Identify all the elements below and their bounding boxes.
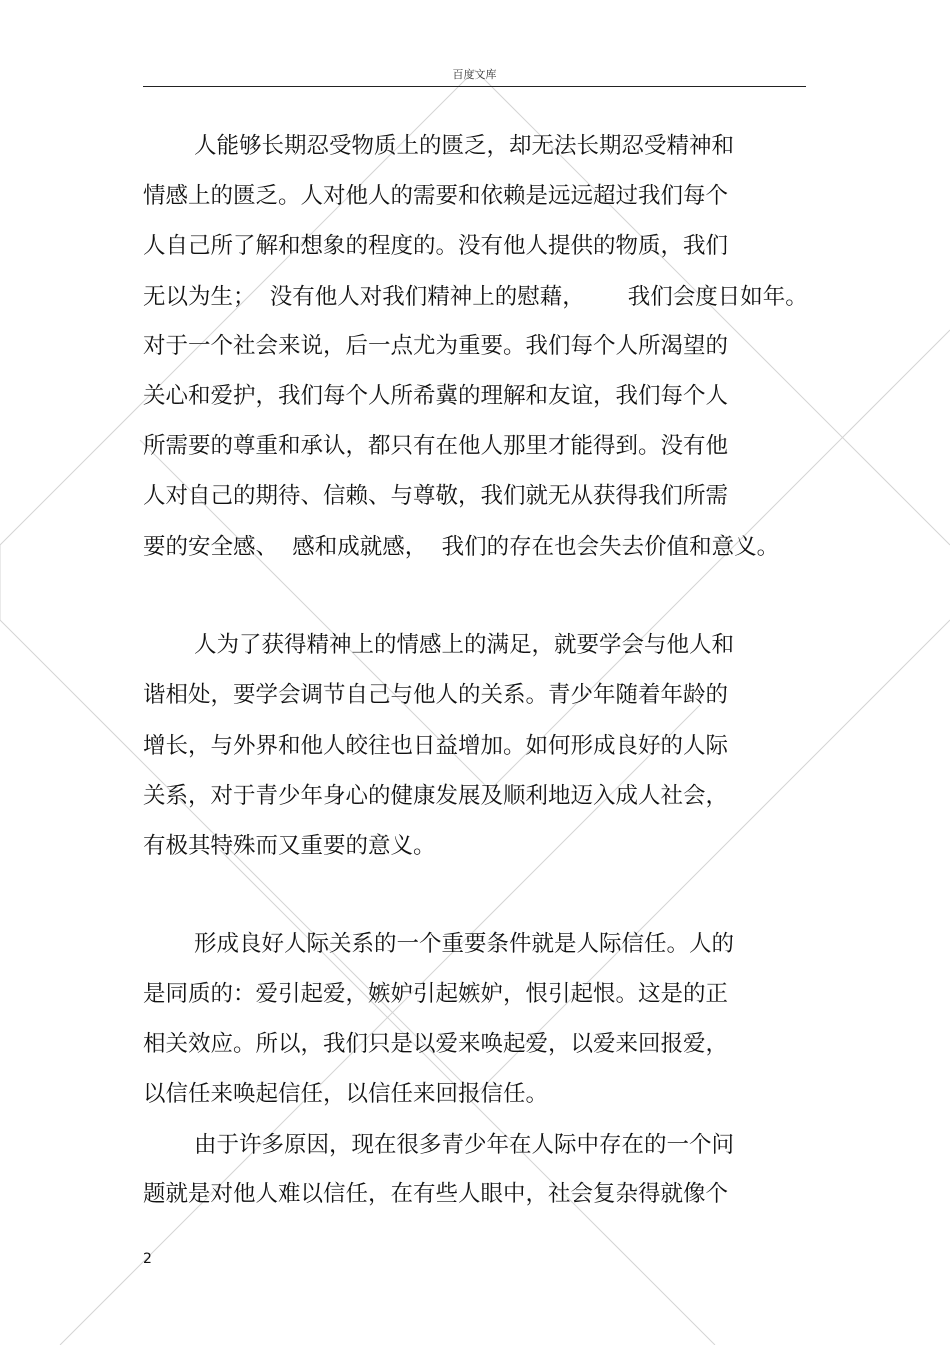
header-title: 百度文库 — [452, 68, 497, 81]
paragraph-line: 是同质的：爱引起爱，嫉妒引起嫉妒，恨引起恨。这是的正 — [143, 981, 729, 1007]
paragraph-line: 关系，对于青少年身心的健康发展及顺利地迈入成人社会， — [143, 783, 729, 809]
paragraph-line: 增长，与外界和他人皎往也日益增加。如何形成良好的人际 — [143, 733, 729, 759]
paragraph-line: 无以为生； 没有他人对我们精神上的慰藉， 我们会度日如年。 — [143, 284, 808, 310]
paragraph-line: 人对自己的期待、信赖、与尊敬，我们就无从获得我们所需 — [143, 483, 729, 509]
page-number: 2 — [143, 1251, 152, 1267]
paragraph-line: 由于许多原因，现在很多青少年在人际中存在的一个问 — [194, 1132, 735, 1158]
paragraph-line: 相关效应。所以，我们只是以爱来唤起爱，以爱来回报爱， — [143, 1031, 729, 1057]
paragraph-line: 形成良好人际关系的一个重要条件就是人际信任。人的 — [194, 931, 735, 957]
paragraph-line: 对于一个社会来说，后一点尤为重要。我们每个人所渴望的 — [143, 333, 729, 359]
paragraph-line: 谐相处，要学会调节自己与他人的关系。青少年随着年龄的 — [143, 682, 729, 708]
paragraph-line: 人能够长期忍受物质上的匮乏，却无法长期忍受精神和 — [194, 133, 735, 159]
paragraph-line: 题就是对他人难以信任，在有些人眼中，社会复杂得就像个 — [143, 1181, 729, 1207]
paragraph-line: 所需要的尊重和承认，都只有在他人那里才能得到。没有他 — [143, 433, 729, 459]
paragraph-line: 人自己所了解和想象的程度的。没有他人提供的物质，我们 — [143, 233, 729, 259]
paragraph-line: 要的安全感、 感和成就感， 我们的存在也会失去价值和意义。 — [143, 534, 780, 560]
header-divider — [143, 86, 806, 87]
paragraph-line: 以信任来唤起信任，以信任来回报信任。 — [143, 1081, 549, 1107]
paragraph-line: 人为了获得精神上的情感上的满足，就要学会与他人和 — [194, 632, 735, 658]
paragraph-line: 情感上的匮乏。人对他人的需要和依赖是远远超过我们每个 — [143, 183, 729, 209]
paragraph-line: 有极其特殊而又重要的意义。 — [143, 833, 436, 859]
paragraph-line: 关心和爱护，我们每个人所希冀的理解和友谊，我们每个人 — [143, 383, 729, 409]
